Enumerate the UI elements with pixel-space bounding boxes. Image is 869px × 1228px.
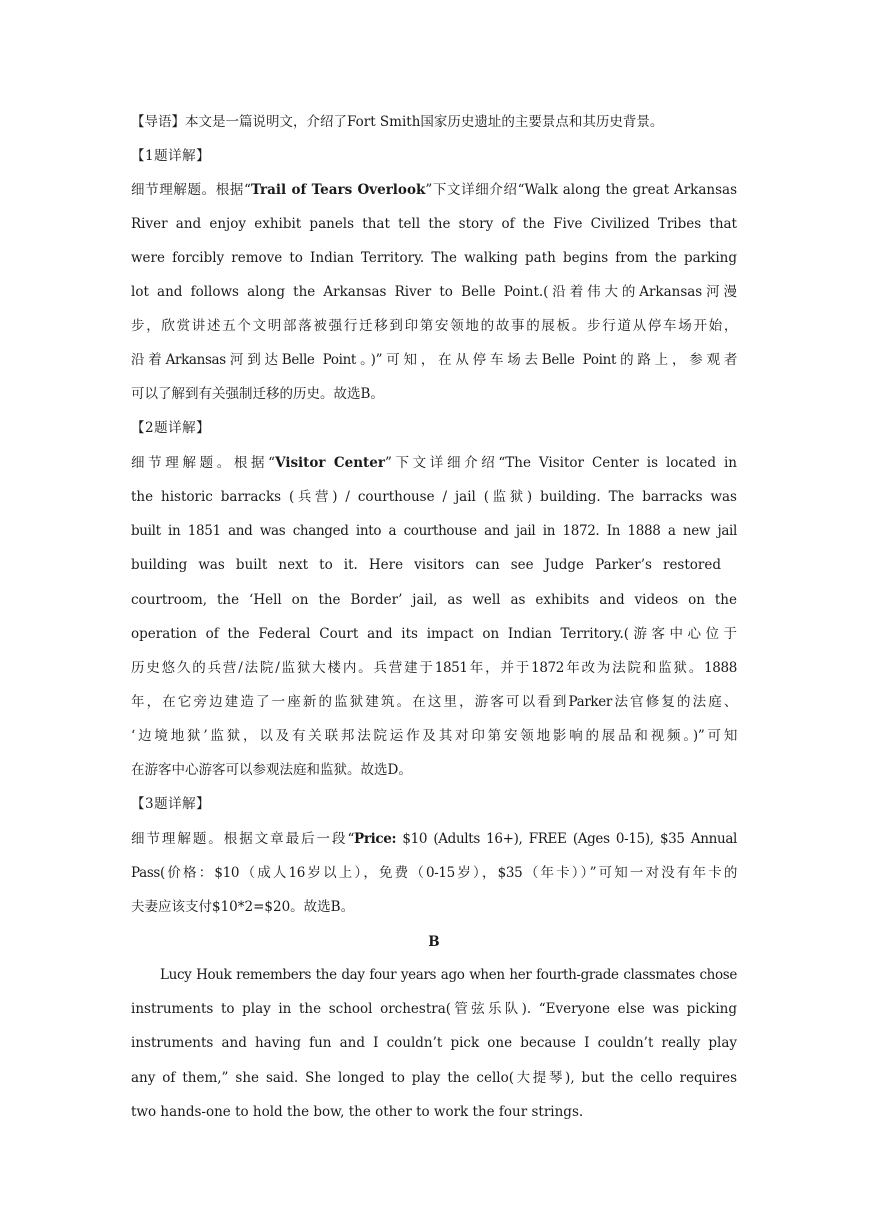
passage-b-line-3: instruments and having fun and I couldn’t pick one because I couldn’t really play bbox=[131, 1035, 737, 1051]
section-b-title: B bbox=[428, 934, 440, 950]
q1-lead: 细节理解题。根据“ bbox=[131, 182, 251, 198]
q2-heading: 【2题详解】 bbox=[131, 420, 211, 436]
q3-line-1 bbox=[131, 829, 737, 849]
q1-line-2: River and enjoy exhibit panels that tell the story of the Five Civilized Tribes that bbox=[131, 216, 737, 232]
q2-line-1 bbox=[131, 453, 737, 473]
q3-lead: 细节理解题。根据文章最后一段“ bbox=[131, 831, 355, 847]
q2-quote-start: ”下文详细介绍“The Visitor Center is located in bbox=[384, 455, 738, 471]
q3-keyword: Price: bbox=[354, 831, 397, 847]
q2-line-3: built in 1851 and was changed into a courthouse and jail in 1872. In 1888 a new jail bbox=[131, 523, 737, 539]
q3-heading: 【3题详解】 bbox=[131, 796, 211, 812]
q2-line-10: 在游客中心游客可以参观法庭和监狱。故选D。 bbox=[131, 762, 412, 778]
q1-heading: 【1题详解】 bbox=[131, 148, 211, 164]
q2-line-4: building was built next to it. Here visitors can see Judge Parker’s restored bbox=[131, 557, 721, 573]
q3-line-2: Pass(价格：$10（成人16岁以上），免费（0-15岁），$35（年卡））”可知一对没有年卡的 bbox=[131, 865, 737, 881]
q1-keyword: Trail of Tears Overlook bbox=[250, 182, 426, 198]
q1-quote-start: ”下文详细介绍“Walk along the great Arkansas bbox=[425, 182, 738, 198]
q1-line-5: 步，欣赏讲述五个文明部落被强行迁移到印第安领地的故事的展板。步行道从停车场开始， bbox=[131, 318, 737, 334]
q2-line-7: 历史悠久的兵营/法院/监狱大楼内。兵营建于1851年，并于1872年改为法院和监狱。1888 bbox=[131, 660, 737, 676]
q3-quote-start: $10 (Adults 16+), FREE (Ages 0-15), $35 Annual bbox=[396, 831, 738, 847]
q1-line-1 bbox=[131, 180, 737, 200]
q1-line-4: lot and follows along the Arkansas River to Belle Point.(沿着伟大的Arkansas河漫 bbox=[131, 284, 737, 300]
passage-b-line-2: instruments to play in the school orchestra(管弦乐队). “Everyone else was picking bbox=[131, 1001, 737, 1017]
q2-lead: 细节理解题。根据“ bbox=[131, 455, 276, 471]
intro-paragraph: 【导语】本文是一篇说明文，介绍了Fort Smith国家历史遗址的主要景点和其历史背景。 bbox=[131, 114, 664, 130]
q2-line-5: courtroom, the ‘Hell on the Border’ jail, as well as exhibits and videos on the bbox=[131, 592, 737, 608]
q1-line-7: 可以了解到有关强制迁移的历史。故选B。 bbox=[131, 386, 384, 402]
q2-line-2: the historic barracks (兵营) / courthouse / jail (监狱) building. The barracks was bbox=[131, 489, 737, 505]
passage-b-line-1: Lucy Houk remembers the day four years ago when her fourth-grade classmates chose bbox=[160, 967, 737, 983]
q1-line-3: were forcibly remove to Indian Territory. The walking path begins from the parking bbox=[131, 250, 737, 266]
q2-line-8: 年，在它旁边建造了一座新的监狱建筑。在这里，游客可以看到Parker法官修复的法庭、 bbox=[131, 694, 737, 710]
passage-b-line-5: two hands-one to hold the bow, the other to work the four strings. bbox=[131, 1104, 584, 1120]
q2-line-6: operation of the Federal Court and its impact on Indian Territory.(游客中心位于 bbox=[131, 626, 737, 642]
passage-b-line-4: any of them,” she said. She longed to play the cello(大提琴), but the cello requires bbox=[131, 1070, 737, 1086]
q2-line-9: ‘边境地狱’监狱，以及有关联邦法院运作及其对印第安领地影响的展品和视频。)”可知 bbox=[131, 728, 737, 744]
q1-line-6: 沿着Arkansas河到达Belle Point。)”可知，在从停车场去Belle Point的路上，参观者 bbox=[131, 352, 737, 368]
q3-line-3: 夫妻应该支付$10*2=$20。故选B。 bbox=[131, 899, 355, 915]
q2-keyword: Visitor Center bbox=[275, 455, 385, 471]
